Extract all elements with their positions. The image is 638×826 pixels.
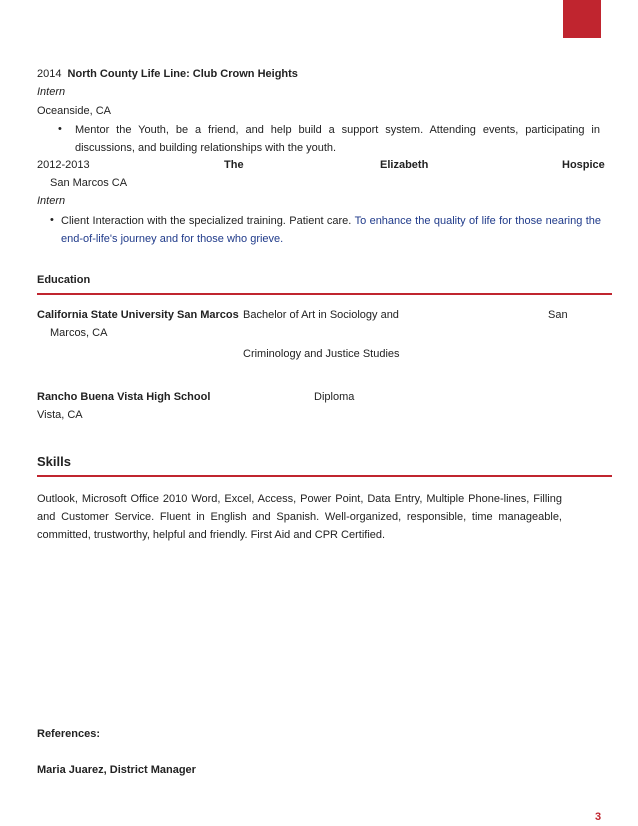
skills-heading: Skills [37,454,71,469]
experience-2-bullet-part2: To enhance the quality of life for those nearing the end-of-life's journey and for those who grieve. [61,215,601,245]
page-number: 3 [595,811,602,823]
education-divider [37,293,612,295]
education-1-school: California State University San Marcos [37,309,239,321]
references-heading: References: [37,728,100,740]
experience-1-bullet: Mentor the Youth, be a friend, and help build a support system. Attending events, participating in discussions, and building relationships with the youth. [75,124,600,154]
education-1-city-part2: Marcos, CA [50,327,108,339]
experience-2-org-word-2: Elizabeth [380,159,429,171]
experience-1-title: Intern [37,86,66,98]
education-2-degree: Diploma [314,391,355,403]
bullet-icon: • [50,214,54,226]
corner-accent-block [563,0,601,38]
experience-1-location: Oceanside, CA [37,105,111,117]
experience-2-title: Intern [37,195,66,207]
skills-text: Outlook, Microsoft Office 2010 Word, Excel, Access, Power Point, Data Entry, Multiple Phone-lines, Filling and Customer Service. Fluent in English and Spanish. Well-organized, responsible, time manageable, committed, trustworthy, helpful and friendly. First Aid and CPR Certified. [37,493,562,541]
experience-1-heading [37,68,298,80]
education-2-school: Rancho Buena Vista High School [37,391,211,403]
education-1-degree-line2: Criminology and Justice Studies [243,348,400,360]
bullet-icon: • [58,123,62,135]
experience-1-organization: North County Life Line: Club Crown Heights [67,68,298,80]
experience-2-bullet-part1: Client Interaction with the specialized training. Patient care. [61,215,352,227]
experience-2-location: San Marcos CA [50,177,128,189]
experience-2-org-word-1: The [224,159,244,171]
experience-2-bullet [61,212,601,248]
experience-1-years: 2014 [37,68,62,80]
experience-2-org-word-3: Hospice [562,159,605,171]
education-1-city-part1: San [548,309,568,321]
education-2-city: Vista, CA [37,409,83,421]
education-1-degree-line1: Bachelor of Art in Sociology and [243,309,399,321]
skills-divider [37,475,612,477]
reference-name: Maria Juarez, District Manager [37,764,196,776]
experience-2-years: 2012-2013 [37,159,90,171]
education-heading: Education [37,274,91,286]
